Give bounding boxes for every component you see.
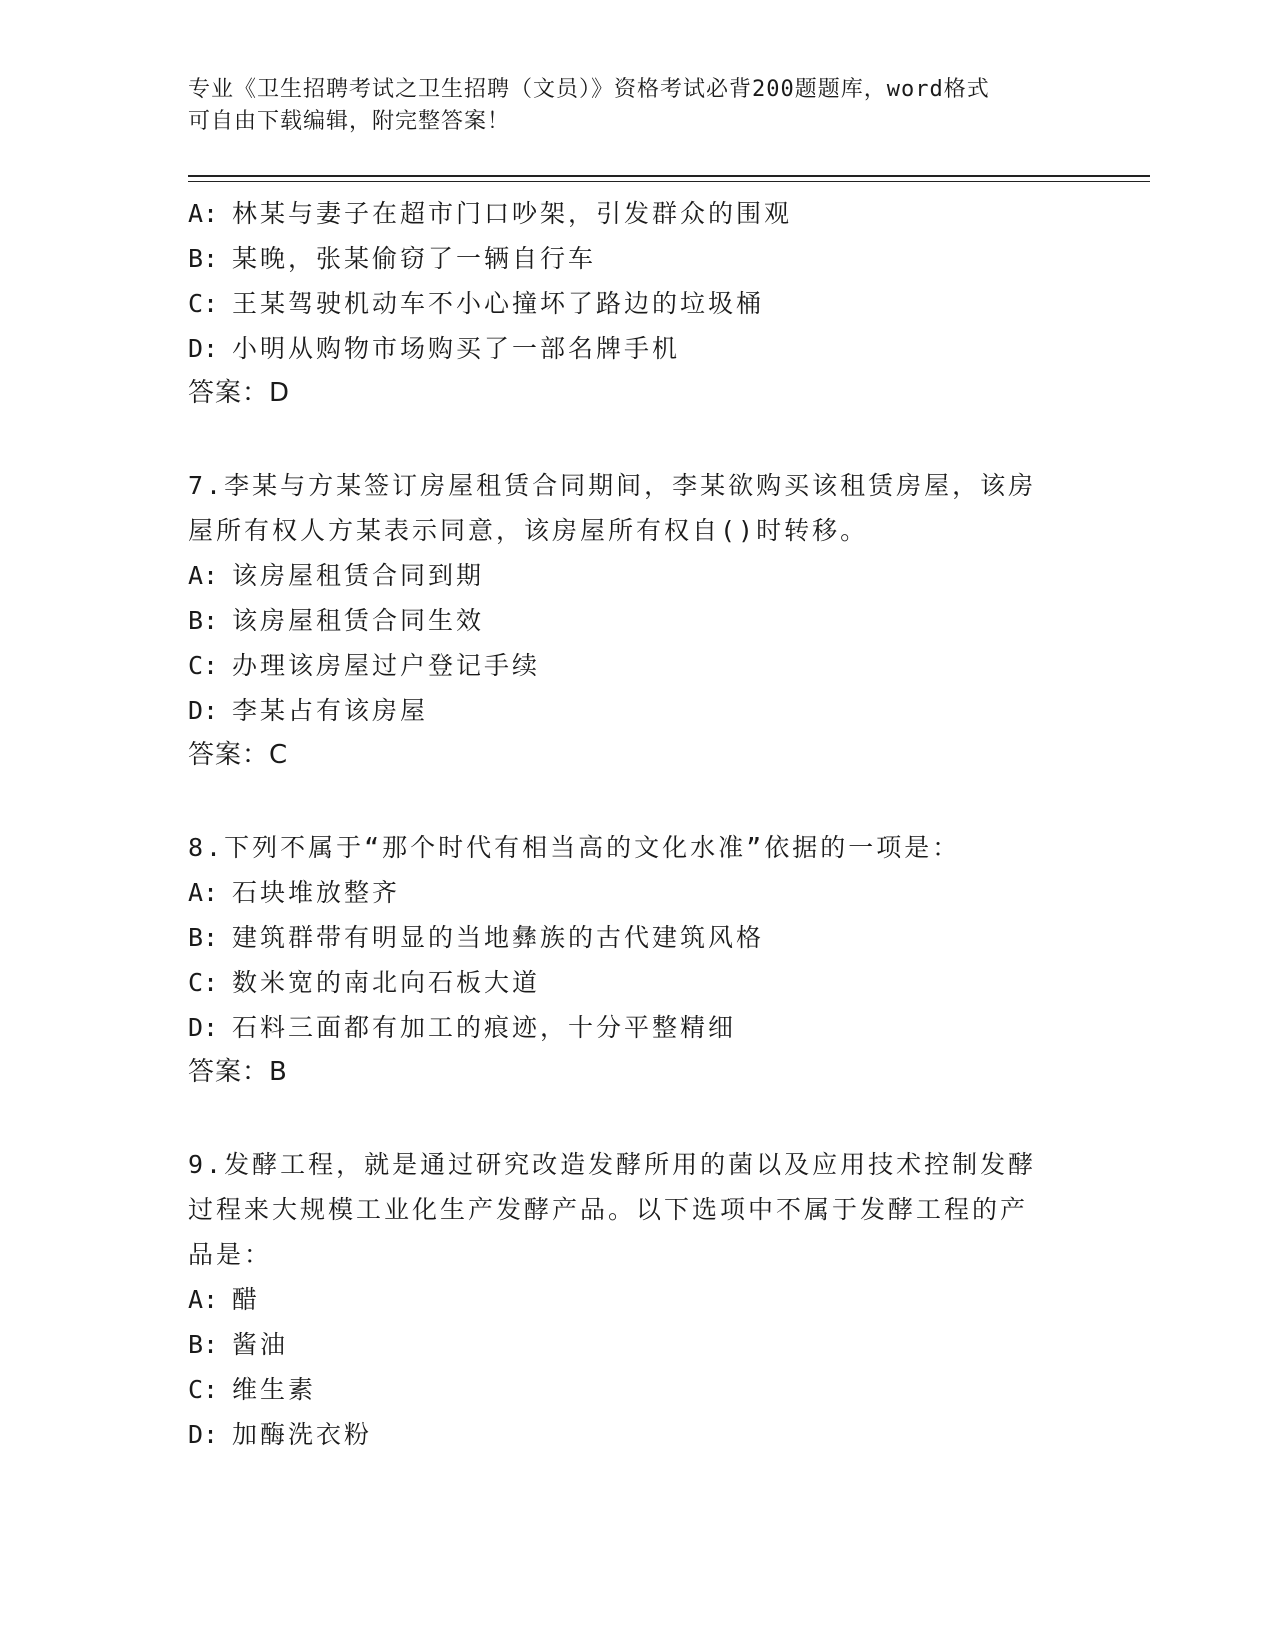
option-c: C: 维生素 [188,1375,317,1404]
answer: 答案：B [188,1057,288,1087]
header-line-2: 可自由下载编辑，附完整答案！ [188,109,511,134]
option-b: B: 该房屋租赁合同生效 [188,606,485,635]
option-d: D: 李某占有该房屋 [188,696,429,725]
question-9 [188,1142,1088,1457]
document-header [188,74,1068,138]
question-stem-line: 屋所有权人方某表示同意，该房屋所有权自()时转移。 [188,516,869,545]
header-divider-thin [188,181,1150,182]
option-a: A: 该房屋租赁合同到期 [188,561,485,590]
option-d: D: 加酶洗衣粉 [188,1420,373,1449]
question-7 [188,463,1088,778]
question-stem-line: 7.李某与方某签订房屋租赁合同期间，李某欲购买该租赁房屋，该房 [188,471,1037,500]
header-line-1: 专业《卫生招聘考试之卫生招聘（文员）》资格考试必背200题题库，word格式 [188,77,990,102]
answer: 答案：D [188,378,291,408]
question-list [188,191,1088,1457]
option-d: D: 小明从购物市场购买了一部名牌手机 [188,334,681,363]
option-d: D: 石料三面都有加工的痕迹，十分平整精细 [188,1013,737,1042]
question-6 [188,191,1088,416]
option-b: B: 某晚，张某偷窃了一辆自行车 [188,244,597,273]
option-a: A: 石块堆放整齐 [188,878,401,907]
option-b: B: 酱油 [188,1330,289,1359]
option-a: A: 醋 [188,1285,261,1314]
question-stem-line: 9.发酵工程，就是通过研究改造发酵所用的菌以及应用技术控制发酵 [188,1150,1037,1179]
option-b: B: 建筑群带有明显的当地彝族的古代建筑风格 [188,923,765,952]
option-c: C: 数米宽的南北向石板大道 [188,968,541,997]
answer: 答案：C [188,740,289,770]
option-c: C: 办理该房屋过户登记手续 [188,651,541,680]
question-stem-line: 8.下列不属于“那个时代有相当高的文化水准”依据的一项是： [188,833,961,862]
question-stem-line: 过程来大规模工业化生产发酵产品。以下选项中不属于发酵工程的产 [188,1195,1029,1224]
question-stem-line: 品是： [188,1240,273,1269]
question-8 [188,825,1088,1095]
option-c: C: 王某驾驶机动车不小心撞坏了路边的垃圾桶 [188,289,765,318]
option-a: A: 林某与妻子在超市门口吵架，引发群众的围观 [188,199,793,228]
header-divider-thick [188,175,1150,177]
